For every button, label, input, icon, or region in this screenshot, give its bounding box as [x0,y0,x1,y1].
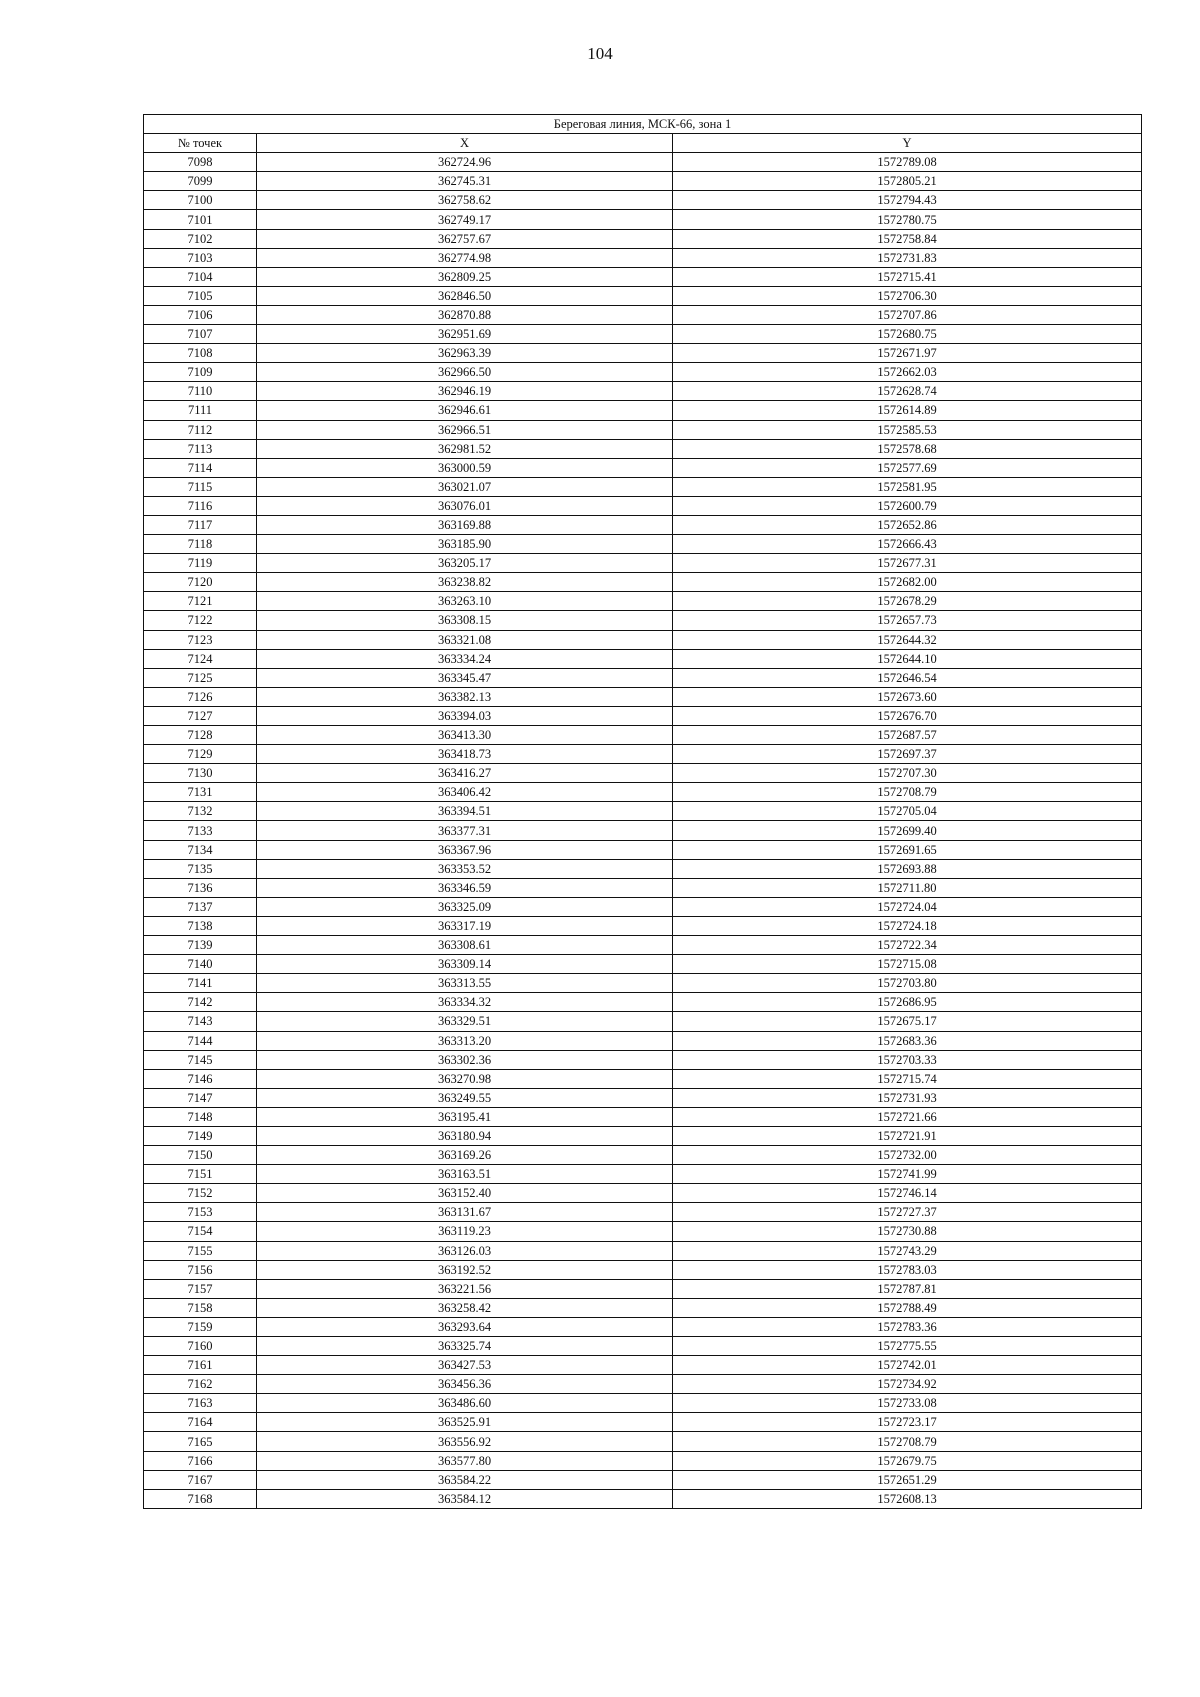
cell-y: 1572703.33 [673,1050,1142,1069]
table-row [144,344,1142,363]
cell-x: 363309.14 [257,955,673,974]
cell-x: 363000.59 [257,458,673,477]
cell-point-number: 7106 [144,305,257,324]
cell-x: 363163.51 [257,1165,673,1184]
table-row [144,458,1142,477]
cell-y: 1572723.17 [673,1413,1142,1432]
cell-point-number: 7136 [144,878,257,897]
cell-point-number: 7167 [144,1470,257,1489]
cell-y: 1572733.08 [673,1394,1142,1413]
table-row [144,1050,1142,1069]
cell-y: 1572722.34 [673,936,1142,955]
cell-y: 1572577.69 [673,458,1142,477]
cell-y: 1572708.79 [673,1432,1142,1451]
cell-point-number: 7165 [144,1432,257,1451]
table-row [144,897,1142,916]
table-row [144,687,1142,706]
cell-y: 1572706.30 [673,286,1142,305]
cell-y: 1572677.31 [673,554,1142,573]
cell-x: 362758.62 [257,191,673,210]
cell-y: 1572789.08 [673,153,1142,172]
table-row [144,382,1142,401]
cell-point-number: 7132 [144,802,257,821]
cell-y: 1572585.53 [673,420,1142,439]
table-row [144,172,1142,191]
cell-y: 1572787.81 [673,1279,1142,1298]
cell-point-number: 7111 [144,401,257,420]
cell-point-number: 7164 [144,1413,257,1432]
cell-y: 1572683.36 [673,1031,1142,1050]
cell-y: 1572727.37 [673,1203,1142,1222]
cell-x: 363406.42 [257,783,673,802]
cell-x: 363192.52 [257,1260,673,1279]
table-row [144,1432,1142,1451]
table-header-row [144,134,1142,153]
cell-point-number: 7117 [144,515,257,534]
cell-y: 1572715.74 [673,1069,1142,1088]
cell-point-number: 7147 [144,1088,257,1107]
cell-x: 363334.32 [257,993,673,1012]
cell-x: 363382.13 [257,687,673,706]
cell-x: 363126.03 [257,1241,673,1260]
cell-point-number: 7168 [144,1489,257,1508]
cell-y: 1572775.55 [673,1337,1142,1356]
table-row [144,153,1142,172]
cell-x: 363270.98 [257,1069,673,1088]
cell-x: 363152.40 [257,1184,673,1203]
cell-y: 1572788.49 [673,1298,1142,1317]
table-row [144,1356,1142,1375]
table-row [144,363,1142,382]
cell-point-number: 7130 [144,764,257,783]
cell-x: 363258.42 [257,1298,673,1317]
table-row [144,706,1142,725]
table-row [144,1222,1142,1241]
cell-y: 1572644.32 [673,630,1142,649]
cell-point-number: 7098 [144,153,257,172]
cell-x: 363325.74 [257,1337,673,1356]
cell-y: 1572608.13 [673,1489,1142,1508]
cell-x: 362757.67 [257,229,673,248]
cell-x: 363416.27 [257,764,673,783]
cell-point-number: 7163 [144,1394,257,1413]
cell-point-number: 7149 [144,1126,257,1145]
table-row [144,515,1142,534]
table-row [144,859,1142,878]
cell-y: 1572705.04 [673,802,1142,821]
cell-y: 1572614.89 [673,401,1142,420]
cell-y: 1572628.74 [673,382,1142,401]
cell-y: 1572731.93 [673,1088,1142,1107]
table-body [144,153,1142,1509]
cell-y: 1572732.00 [673,1146,1142,1165]
table-row [144,210,1142,229]
table-row [144,611,1142,630]
cell-x: 363169.88 [257,515,673,534]
cell-point-number: 7148 [144,1107,257,1126]
cell-y: 1572678.29 [673,592,1142,611]
cell-y: 1572794.43 [673,191,1142,210]
table-caption-row [144,115,1142,134]
table-row [144,573,1142,592]
table-row [144,821,1142,840]
cell-x: 362774.98 [257,248,673,267]
table-row [144,191,1142,210]
cell-y: 1572731.83 [673,248,1142,267]
cell-y: 1572699.40 [673,821,1142,840]
table-row [144,1298,1142,1317]
cell-point-number: 7127 [144,706,257,725]
table-caption: Береговая линия, МСК-66, зона 1 [144,115,1142,134]
cell-y: 1572687.57 [673,726,1142,745]
cell-point-number: 7151 [144,1165,257,1184]
cell-y: 1572666.43 [673,535,1142,554]
cell-x: 363185.90 [257,535,673,554]
cell-y: 1572691.65 [673,840,1142,859]
cell-point-number: 7139 [144,936,257,955]
cell-x: 362745.31 [257,172,673,191]
cell-point-number: 7154 [144,1222,257,1241]
cell-y: 1572693.88 [673,859,1142,878]
header-point-number: № точек [144,134,257,153]
cell-point-number: 7133 [144,821,257,840]
cell-point-number: 7128 [144,726,257,745]
cell-x: 363394.51 [257,802,673,821]
cell-point-number: 7114 [144,458,257,477]
cell-point-number: 7122 [144,611,257,630]
cell-point-number: 7142 [144,993,257,1012]
table-row [144,1069,1142,1088]
cell-y: 1572652.86 [673,515,1142,534]
cell-x: 363321.08 [257,630,673,649]
cell-point-number: 7137 [144,897,257,916]
cell-point-number: 7119 [144,554,257,573]
cell-point-number: 7103 [144,248,257,267]
cell-y: 1572675.17 [673,1012,1142,1031]
header-x: X [257,134,673,153]
cell-y: 1572662.03 [673,363,1142,382]
cell-x: 363308.15 [257,611,673,630]
table-row [144,535,1142,554]
table-row [144,1470,1142,1489]
cell-x: 363346.59 [257,878,673,897]
cell-x: 363205.17 [257,554,673,573]
cell-x: 362946.19 [257,382,673,401]
table-row [144,248,1142,267]
cell-x: 363394.03 [257,706,673,725]
cell-point-number: 7124 [144,649,257,668]
cell-point-number: 7120 [144,573,257,592]
cell-point-number: 7100 [144,191,257,210]
cell-x: 362846.50 [257,286,673,305]
cell-point-number: 7135 [144,859,257,878]
cell-point-number: 7108 [144,344,257,363]
cell-point-number: 7152 [144,1184,257,1203]
table-row [144,439,1142,458]
cell-y: 1572758.84 [673,229,1142,248]
table-row [144,668,1142,687]
table-row [144,1146,1142,1165]
cell-y: 1572746.14 [673,1184,1142,1203]
cell-point-number: 7161 [144,1356,257,1375]
cell-x: 363334.24 [257,649,673,668]
cell-x: 363308.61 [257,936,673,955]
table-row [144,1394,1142,1413]
cell-x: 363021.07 [257,477,673,496]
table-row [144,1031,1142,1050]
table-row [144,745,1142,764]
cell-point-number: 7134 [144,840,257,859]
table-row [144,1184,1142,1203]
cell-x: 363325.09 [257,897,673,916]
cell-y: 1572742.01 [673,1356,1142,1375]
table-row [144,267,1142,286]
table-row [144,1489,1142,1508]
cell-y: 1572644.10 [673,649,1142,668]
cell-x: 363353.52 [257,859,673,878]
table-row [144,1413,1142,1432]
cell-x: 362809.25 [257,267,673,286]
table-row [144,783,1142,802]
cell-point-number: 7101 [144,210,257,229]
cell-y: 1572741.99 [673,1165,1142,1184]
cell-point-number: 7138 [144,916,257,935]
cell-point-number: 7162 [144,1375,257,1394]
cell-point-number: 7160 [144,1337,257,1356]
cell-y: 1572682.00 [673,573,1142,592]
table-row [144,936,1142,955]
cell-point-number: 7123 [144,630,257,649]
table-row [144,1107,1142,1126]
table-row [144,554,1142,573]
cell-y: 1572651.29 [673,1470,1142,1489]
cell-x: 363556.92 [257,1432,673,1451]
cell-x: 362870.88 [257,305,673,324]
table-row [144,916,1142,935]
cell-y: 1572724.04 [673,897,1142,916]
cell-point-number: 7115 [144,477,257,496]
table-row [144,764,1142,783]
cell-point-number: 7125 [144,668,257,687]
cell-point-number: 7143 [144,1012,257,1031]
cell-x: 363313.55 [257,974,673,993]
cell-x: 363577.80 [257,1451,673,1470]
cell-x: 363302.36 [257,1050,673,1069]
cell-point-number: 7102 [144,229,257,248]
cell-y: 1572657.73 [673,611,1142,630]
cell-x: 363413.30 [257,726,673,745]
table-row [144,496,1142,515]
cell-point-number: 7118 [144,535,257,554]
cell-y: 1572780.75 [673,210,1142,229]
cell-point-number: 7105 [144,286,257,305]
cell-point-number: 7131 [144,783,257,802]
table-row [144,325,1142,344]
table-row [144,1337,1142,1356]
table-row [144,802,1142,821]
table-row [144,420,1142,439]
cell-y: 1572707.86 [673,305,1142,324]
cell-x: 362963.39 [257,344,673,363]
table-row [144,1241,1142,1260]
cell-point-number: 7112 [144,420,257,439]
cell-point-number: 7153 [144,1203,257,1222]
table-row [144,401,1142,420]
cell-x: 362966.50 [257,363,673,382]
table-row [144,1012,1142,1031]
table-row [144,1260,1142,1279]
coordinates-table [143,114,1142,1509]
cell-point-number: 7141 [144,974,257,993]
cell-x: 363076.01 [257,496,673,515]
cell-y: 1572646.54 [673,668,1142,687]
cell-y: 1572671.97 [673,344,1142,363]
cell-x: 363131.67 [257,1203,673,1222]
table-row [144,477,1142,496]
table-row [144,878,1142,897]
cell-x: 363221.56 [257,1279,673,1298]
table-row [144,1126,1142,1145]
cell-y: 1572578.68 [673,439,1142,458]
table-row [144,1375,1142,1394]
cell-y: 1572783.36 [673,1317,1142,1336]
cell-y: 1572715.41 [673,267,1142,286]
cell-y: 1572743.29 [673,1241,1142,1260]
cell-point-number: 7158 [144,1298,257,1317]
cell-point-number: 7104 [144,267,257,286]
table-row [144,286,1142,305]
cell-x: 363263.10 [257,592,673,611]
cell-y: 1572680.75 [673,325,1142,344]
cell-point-number: 7144 [144,1031,257,1050]
cell-x: 363525.91 [257,1413,673,1432]
cell-y: 1572721.66 [673,1107,1142,1126]
cell-y: 1572805.21 [673,172,1142,191]
table-row [144,649,1142,668]
cell-point-number: 7166 [144,1451,257,1470]
cell-y: 1572673.60 [673,687,1142,706]
cell-y: 1572686.95 [673,993,1142,1012]
table-row [144,1203,1142,1222]
cell-x: 363238.82 [257,573,673,592]
cell-x: 362946.61 [257,401,673,420]
cell-y: 1572703.80 [673,974,1142,993]
cell-point-number: 7113 [144,439,257,458]
cell-x: 363367.96 [257,840,673,859]
cell-x: 363317.19 [257,916,673,935]
cell-x: 363427.53 [257,1356,673,1375]
cell-point-number: 7109 [144,363,257,382]
cell-x: 363584.12 [257,1489,673,1508]
table-row [144,1451,1142,1470]
cell-point-number: 7145 [144,1050,257,1069]
table-row [144,1317,1142,1336]
cell-y: 1572711.80 [673,878,1142,897]
cell-point-number: 7155 [144,1241,257,1260]
cell-y: 1572697.37 [673,745,1142,764]
cell-x: 363584.22 [257,1470,673,1489]
cell-x: 362951.69 [257,325,673,344]
table-row [144,630,1142,649]
cell-point-number: 7150 [144,1146,257,1165]
cell-point-number: 7159 [144,1317,257,1336]
table-row [144,726,1142,745]
cell-x: 363169.26 [257,1146,673,1165]
cell-point-number: 7110 [144,382,257,401]
cell-y: 1572708.79 [673,783,1142,802]
cell-point-number: 7099 [144,172,257,191]
header-y: Y [673,134,1142,153]
cell-point-number: 7107 [144,325,257,344]
cell-x: 363195.41 [257,1107,673,1126]
cell-y: 1572783.03 [673,1260,1142,1279]
cell-x: 363180.94 [257,1126,673,1145]
cell-point-number: 7156 [144,1260,257,1279]
cell-x: 362749.17 [257,210,673,229]
cell-y: 1572581.95 [673,477,1142,496]
table-row [144,974,1142,993]
cell-x: 363119.23 [257,1222,673,1241]
cell-point-number: 7146 [144,1069,257,1088]
cell-y: 1572676.70 [673,706,1142,725]
table-row [144,1165,1142,1184]
cell-point-number: 7126 [144,687,257,706]
cell-point-number: 7121 [144,592,257,611]
cell-point-number: 7140 [144,955,257,974]
cell-x: 362724.96 [257,153,673,172]
cell-x: 363249.55 [257,1088,673,1107]
cell-y: 1572721.91 [673,1126,1142,1145]
cell-x: 363329.51 [257,1012,673,1031]
cell-point-number: 7157 [144,1279,257,1298]
cell-y: 1572707.30 [673,764,1142,783]
cell-y: 1572715.08 [673,955,1142,974]
cell-x: 363377.31 [257,821,673,840]
table-row [144,955,1142,974]
cell-x: 362966.51 [257,420,673,439]
cell-x: 363486.60 [257,1394,673,1413]
cell-x: 363345.47 [257,668,673,687]
cell-point-number: 7116 [144,496,257,515]
table-row [144,840,1142,859]
cell-y: 1572679.75 [673,1451,1142,1470]
cell-x: 363456.36 [257,1375,673,1394]
table-row [144,305,1142,324]
table-row [144,1279,1142,1298]
cell-x: 362981.52 [257,439,673,458]
cell-x: 363293.64 [257,1317,673,1336]
page-number: 104 [587,44,613,63]
cell-y: 1572734.92 [673,1375,1142,1394]
table-row [144,993,1142,1012]
cell-x: 363313.20 [257,1031,673,1050]
cell-y: 1572600.79 [673,496,1142,515]
table-row [144,229,1142,248]
table-row [144,1088,1142,1107]
table-row [144,592,1142,611]
cell-y: 1572724.18 [673,916,1142,935]
cell-point-number: 7129 [144,745,257,764]
cell-x: 363418.73 [257,745,673,764]
cell-y: 1572730.88 [673,1222,1142,1241]
